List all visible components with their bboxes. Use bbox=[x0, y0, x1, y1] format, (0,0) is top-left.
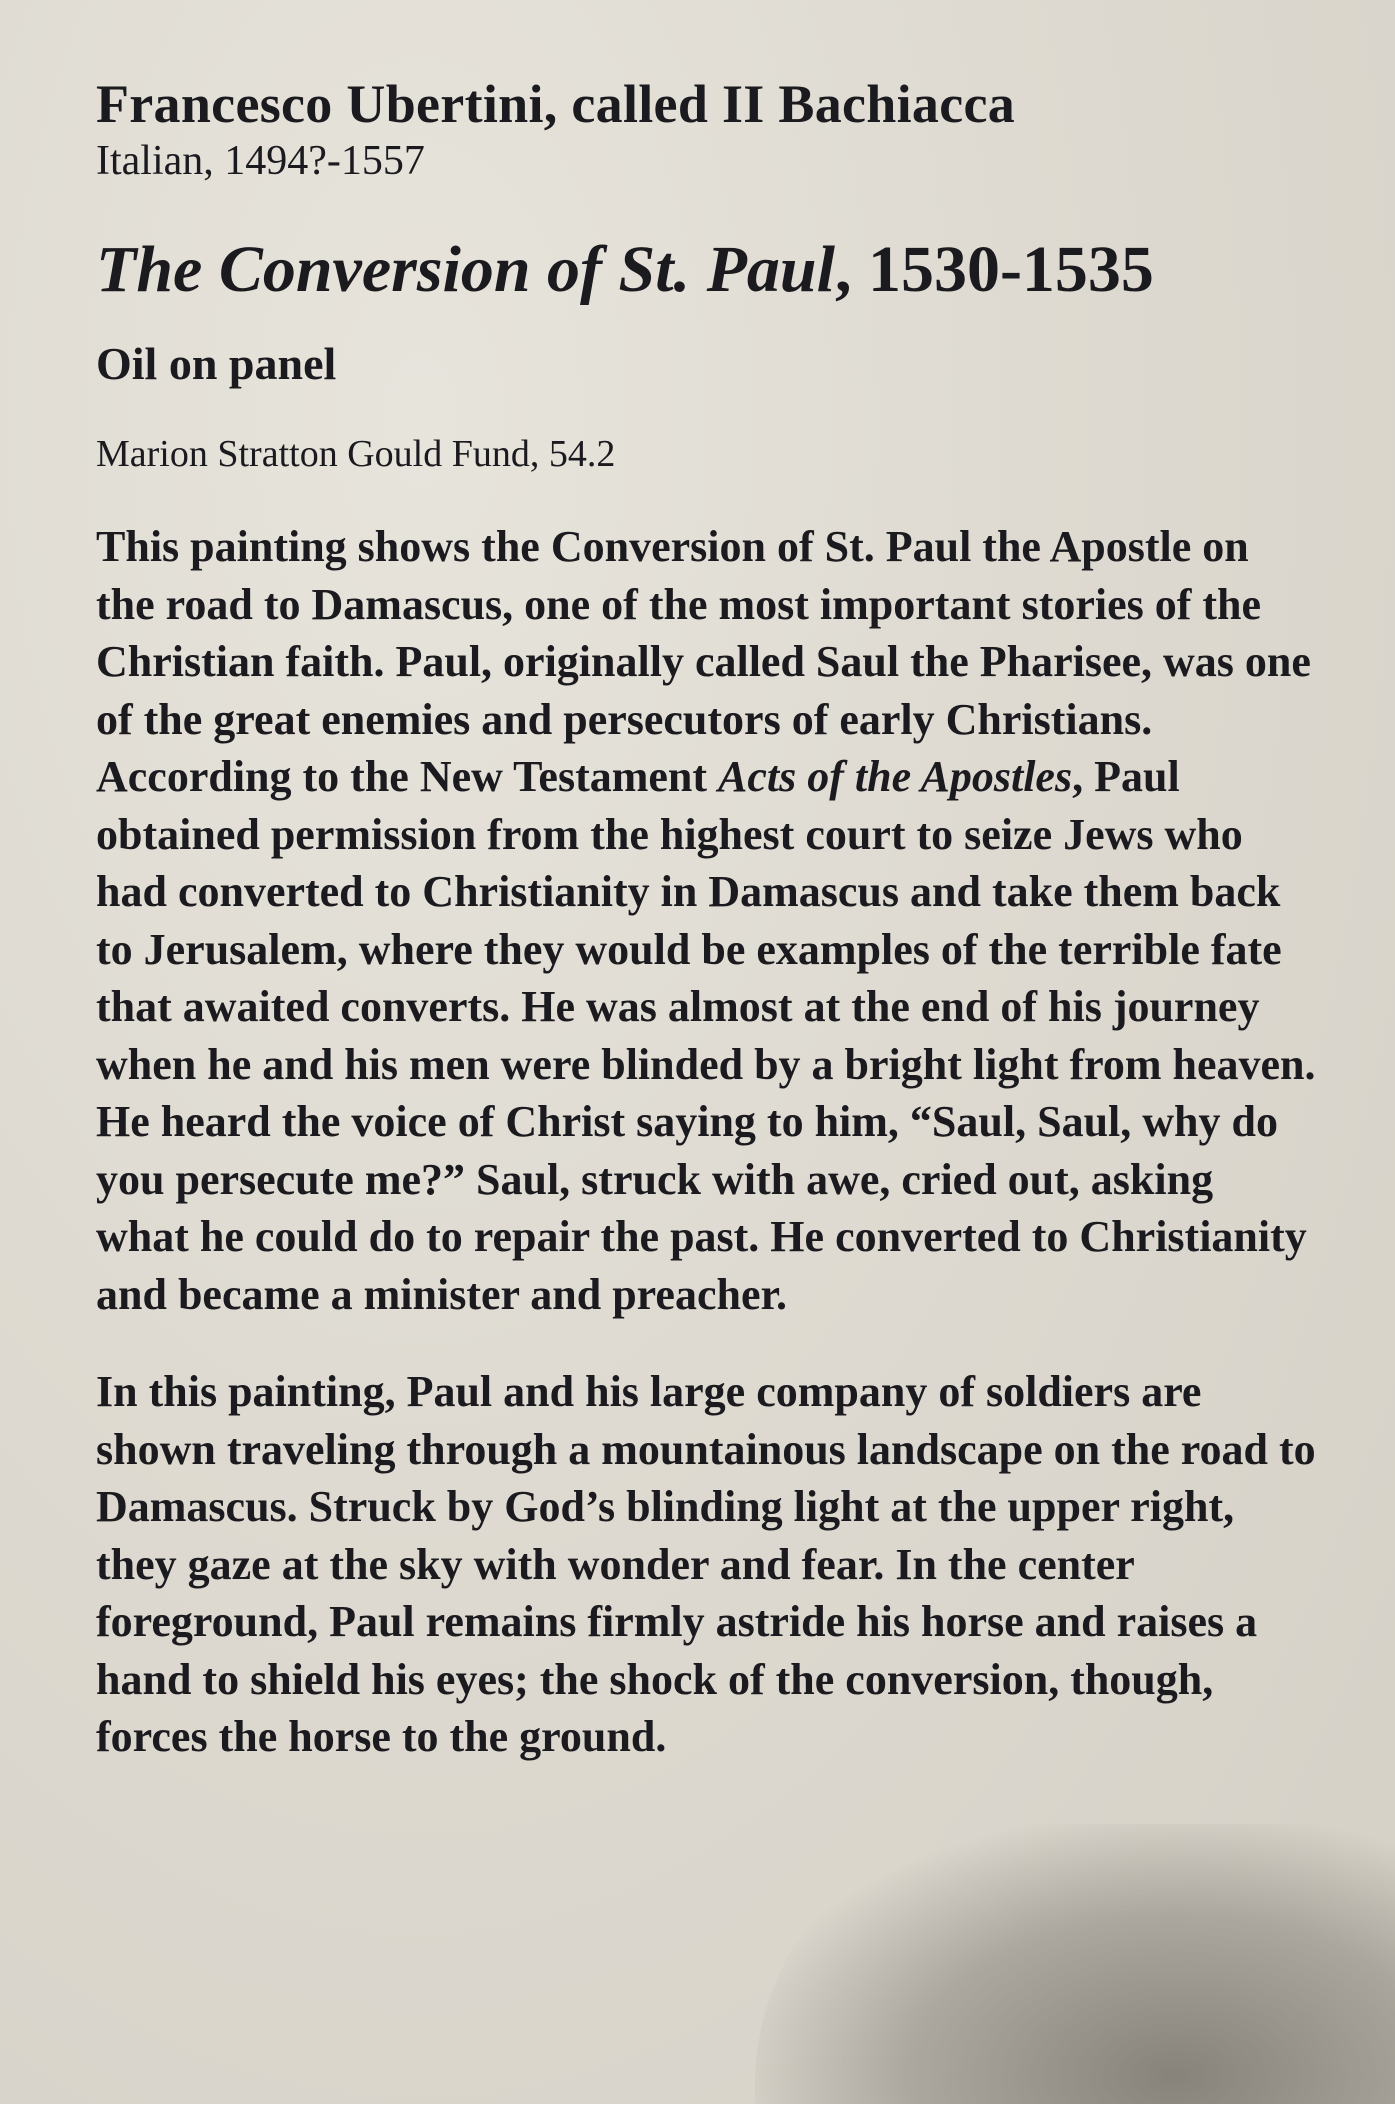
description-paragraph-2: In this painting, Paul and his large company of soldiers are shown traveling through a mountainous landscape on the road to Damascus. Struck by God’s blinding light at the upper right, they gaze at the sky with wonder and fear. In the center foreground, Paul remains firmly astride his horse and raises a hand to shield his eyes; the shock of the conversion, though, forces the horse to the ground. bbox=[96, 1367, 1316, 1761]
description-paragraph-1 bbox=[96, 518, 1316, 1323]
artist-nationality-dates: Italian, 1494?-1557 bbox=[96, 138, 425, 184]
credit-line: Marion Stratton Gould Fund, 54.2 bbox=[96, 433, 616, 475]
paragraph-1-italic-title: Acts of the Apostles bbox=[718, 752, 1073, 801]
label-content bbox=[96, 72, 1326, 1766]
paragraph-1-text-b: , Paul obtained permission from the highest court to seize Jews who had converted to Christianity in Damascus and take them back to Jerusalem, where they would be examples of the terrible fate that awaited converts. He was almost at the end of his journey when he and his men were blinded by a bright light from heaven. He heard the voice of Christ saying to him, “Saul, Saul, why do you persecute me?” Saul, struck with awe, cried out, asking what he could do to repair the past. He converted to Christianity and became a minister and preacher. bbox=[96, 752, 1316, 1319]
artwork-medium: Oil on panel bbox=[96, 338, 337, 389]
artwork-title-line bbox=[96, 230, 1326, 310]
paragraph-1-text-a: This painting shows the Conversion of St. Paul the Apostle on the road to Damascus, one of the most important stories of the Christian faith. Paul, originally called Saul the Pharisee, was one of the great enemies and persecutors of early Christians. According to the New Testament bbox=[96, 522, 1311, 801]
artwork-date: , 1530-1535 bbox=[834, 233, 1154, 306]
artist-name: Francesco Ubertini, called II Bachiacca bbox=[96, 74, 1016, 134]
cast-shadow bbox=[755, 1824, 1395, 2104]
artwork-title: The Conversion of St. Paul bbox=[96, 233, 835, 306]
